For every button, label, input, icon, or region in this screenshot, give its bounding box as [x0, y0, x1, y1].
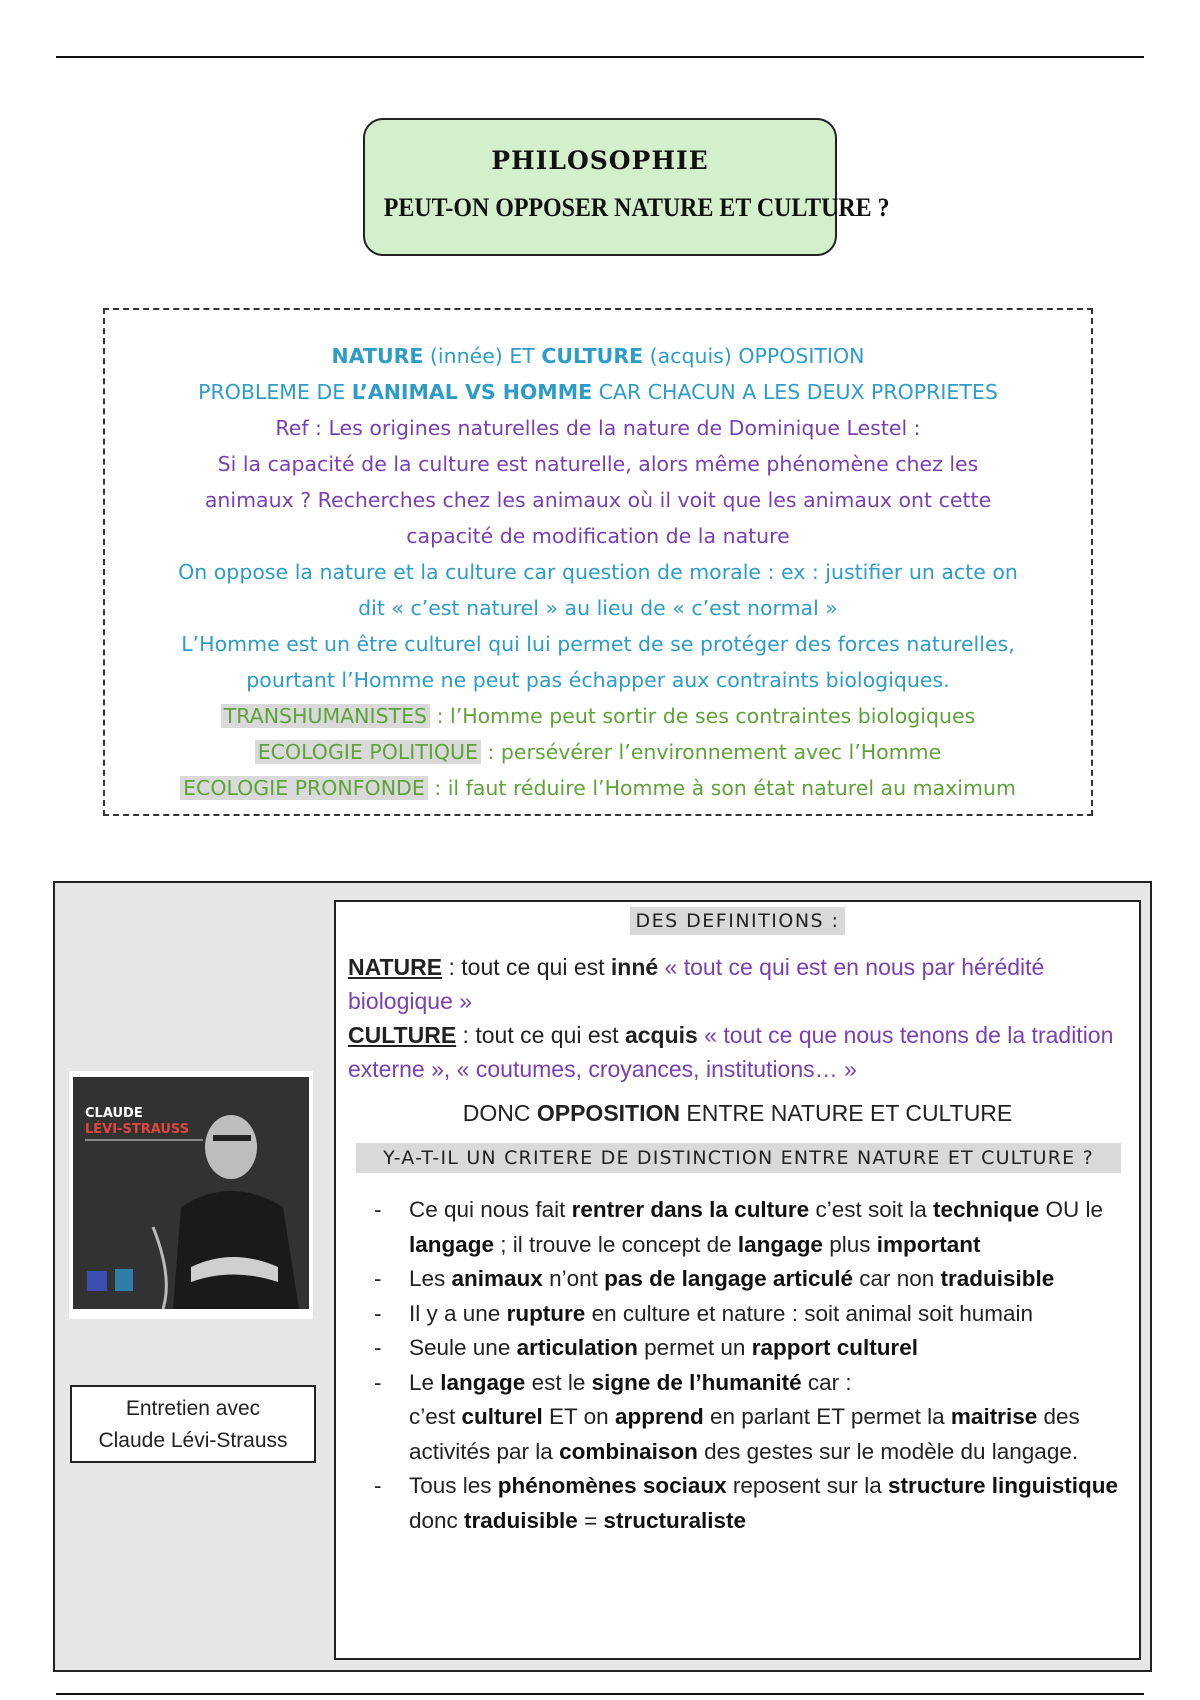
intro-line: NATURE (innée) ET CULTURE (acquis) OPPOSITION [331, 344, 865, 368]
list-item: - Tous les phénomènes sociaux reposent sur la structure linguistique donc traduisible = structuraliste [374, 1469, 1129, 1538]
intro-line: capacité de modification de la nature [406, 524, 790, 548]
intro-line: Si la capacité de la culture est naturelle, alors même phénomène chez les [217, 452, 979, 476]
intro-line: L’Homme est un être culturel qui lui permet de se protéger des forces naturelles, [181, 632, 1015, 656]
intro-line: pourtant l’Homme ne peut pas échapper aux contraints biologiques. [246, 668, 950, 692]
intro-line: On oppose la nature et la culture car question de morale : ex : justifier un acte on [178, 560, 1018, 584]
intro-line: dit « c’est naturel » au lieu de « c’est normal » [358, 596, 838, 620]
conclusion-line: DONC OPPOSITION ENTRE NATURE ET CULTURE [462, 1100, 1013, 1126]
definitions-text [348, 950, 1121, 1086]
levi-strauss-cover-image [73, 1077, 309, 1309]
highlight-term: TRANSHUMANISTES [221, 704, 430, 728]
intro-line: animaux ? Recherches chez les animaux où il voit que les animaux ont cette [204, 488, 992, 512]
title-box [363, 118, 890, 256]
intro-box [103, 308, 1093, 816]
definitions-title: DES DEFINITIONS : [336, 910, 1139, 932]
definitions-box [334, 900, 1141, 1660]
term-culture: CULTURE [541, 344, 644, 368]
intro-line: ECOLOGIE POLITIQUE : persévérer l’environnement avec l’Homme [105, 734, 1091, 770]
interview-caption: Entretien avec Claude Lévi-Strauss [70, 1385, 316, 1463]
intro-line: Ref : Les origines naturelles de la nature de Dominique Lestel : [275, 416, 921, 440]
definitions-panel [53, 881, 1152, 1672]
highlight-term: ECOLOGIE POLITIQUE [255, 740, 481, 764]
list-item: - Ce qui nous fait rentrer dans la culture c’est soit la technique OU le langage ; il trouve le concept de langage plus important [374, 1193, 1129, 1262]
culture-definition: CULTURE : tout ce qui est acquis « tout ce que nous tenons de la tradition externe », « coutumes, croyances, institutions… » [348, 1022, 1114, 1082]
portrait-image [69, 1071, 313, 1319]
intro-line: PROBLEME DE L’ANIMAL VS HOMME CAR CHACUN A LES DEUX PROPRIETES [198, 380, 998, 404]
question-title: PEUT-ON OPPOSER NATURE ET CULTURE ? [383, 193, 890, 222]
cover-title-2: LÉVI-STRAUSS [85, 1122, 190, 1137]
bottom-rule [56, 1693, 1144, 1695]
nature-definition: NATURE : tout ce qui est inné « tout ce qui est en nous par hérédité biologique » [348, 954, 1045, 1014]
list-item: - Les animaux n’ont pas de langage articulé car non traduisible [374, 1262, 1129, 1297]
intro-line: TRANSHUMANISTES : l’Homme peut sortir de ses contraintes biologiques [105, 698, 1091, 734]
intro-line: ECOLOGIE PRONFONDE : il faut réduire l’Homme à son état naturel au maximum [105, 770, 1091, 806]
list-item: - Seule une articulation permet un rapport culturel [374, 1331, 1129, 1366]
highlight-term: ECOLOGIE PRONFONDE [180, 776, 428, 800]
top-rule [56, 56, 1144, 58]
subject-title: PHILOSOPHIE [491, 146, 709, 175]
cover-title-1: CLAUDE [85, 1106, 143, 1121]
list-item: - Il y a une rupture en culture et nature : soit animal soit humain [374, 1297, 1129, 1332]
criteria-list [374, 1193, 1129, 1538]
list-item: - Le langage est le signe de l’humanité car : c’est culturel ET on apprend en parlant ET permet la maitrise des activités par la combinaison des gestes sur le modèle du langage. [374, 1366, 1129, 1470]
term-nature: NATURE [331, 344, 424, 368]
criterion-question: Y-A-T-IL UN CRITERE DE DISTINCTION ENTRE NATURE ET CULTURE ? [356, 1143, 1121, 1173]
